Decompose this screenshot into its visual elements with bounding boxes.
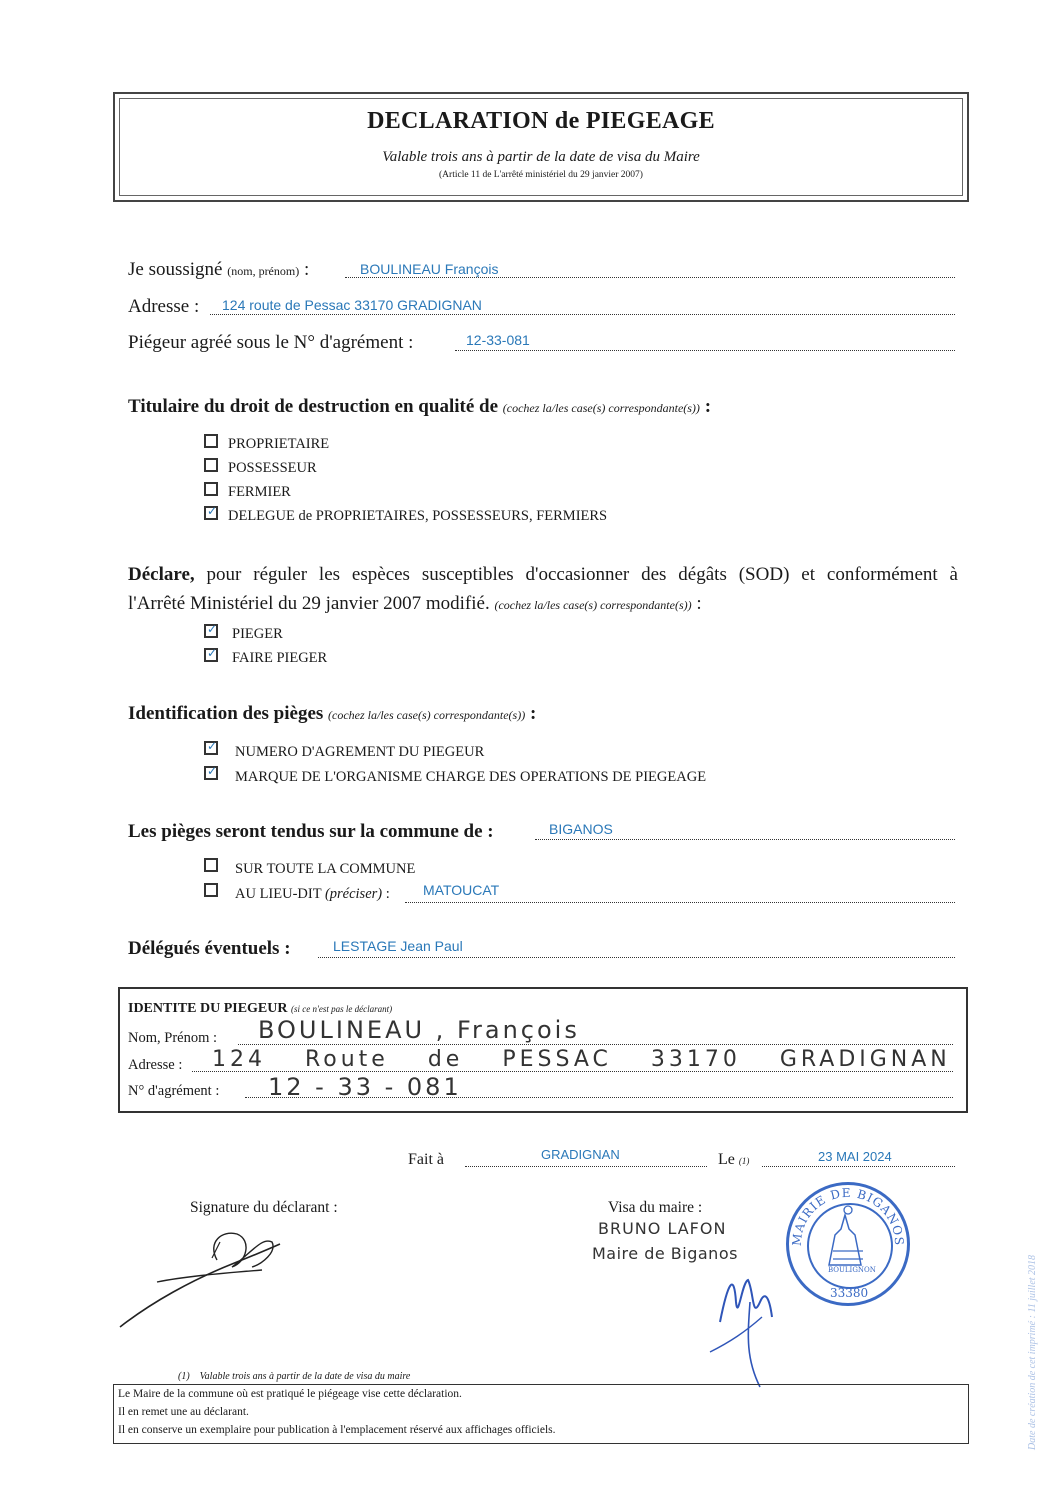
- stamp-code: 33380: [830, 1286, 869, 1300]
- stamp-top-text: MAIRIE DE BIGANOS: [789, 1185, 907, 1247]
- option-delegue: DELEGUE de PROPRIETAIRES, POSSESSEURS, FERMIERS: [228, 508, 608, 524]
- identite-address-field[interactable]: 124 Route de PESSAC 33170 GRADIGNAN: [212, 1047, 951, 1072]
- checkbox-pieger[interactable]: [204, 624, 218, 638]
- maire-name: BRUNO LAFON: [598, 1219, 727, 1238]
- declarant-signature: [112, 1222, 302, 1334]
- address-field[interactable]: 124 route de Pessac 33170 GRADIGNAN: [222, 297, 482, 313]
- option-pieger: PIEGER: [232, 626, 283, 642]
- commune-field[interactable]: BIGANOS: [549, 821, 613, 837]
- checkbox-delegue[interactable]: [204, 506, 218, 520]
- identite-name-field[interactable]: BOULINEAU , François: [258, 1016, 580, 1044]
- fait-label: Fait à: [408, 1151, 444, 1168]
- document-note: (Article 11 de L'arrêté ministériel du 29 janvier 2007): [439, 170, 643, 180]
- name-label-row: Je soussigné (nom, prénom) :: [128, 259, 310, 280]
- checkbox-proprietaire[interactable]: [204, 434, 218, 448]
- footnote: (1) Valable trois ans à partir de la date de visa du maire: [178, 1371, 411, 1382]
- option-toute-commune: SUR TOUTE LA COMMUNE: [235, 861, 416, 877]
- identite-agrement-label: N° d'agrément :: [128, 1083, 220, 1099]
- checkbox-fermier[interactable]: [204, 482, 218, 496]
- le-label: Le (1): [718, 1151, 750, 1168]
- agrement-field[interactable]: 12-33-081: [466, 332, 530, 348]
- name-line: [345, 277, 955, 278]
- option-marque-organisme: MARQUE DE L'ORGANISME CHARGE DES OPERATIONS DE PIEGEAGE: [235, 769, 707, 785]
- margin-note: Date de création de cet imprimé : 11 juillet 2018: [1027, 1254, 1038, 1450]
- checkbox-marque-organisme[interactable]: [204, 766, 218, 780]
- delegues-label: Délégués éventuels :: [128, 938, 291, 959]
- lieu-dit-line: [405, 902, 955, 903]
- option-lieu-dit: AU LIEU-DIT (préciser) :: [235, 886, 390, 902]
- delegues-line: [318, 957, 955, 958]
- lieu-dit-field[interactable]: MATOUCAT: [423, 882, 500, 898]
- mairie-stamp: [786, 1182, 910, 1306]
- signature-declarant-label: Signature du déclarant :: [190, 1199, 338, 1216]
- maire-title: Maire de Biganos: [592, 1244, 738, 1263]
- address-line: [210, 314, 955, 315]
- address-label: Adresse :: [128, 296, 200, 317]
- commune-heading: Les pièges seront tendus sur la commune de :: [128, 821, 494, 842]
- visa-maire-label: Visa du maire :: [608, 1199, 703, 1216]
- identite-heading: IDENTITE DU PIEGEUR (si ce n'est pas le déclarant): [128, 1001, 393, 1016]
- identite-name-label: Nom, Prénom :: [128, 1030, 218, 1046]
- delegues-field[interactable]: LESTAGE Jean Paul: [333, 938, 463, 954]
- identite-address-label: Adresse :: [128, 1057, 183, 1073]
- document-subtitle: Valable trois ans à partir de la date de visa du Maire: [382, 149, 700, 165]
- commune-line: [535, 839, 955, 840]
- agrement-line: [455, 350, 955, 351]
- identite-name-line: [238, 1044, 953, 1045]
- checkbox-lieu-dit[interactable]: [204, 883, 218, 897]
- option-faire-pieger: FAIRE PIEGER: [232, 650, 328, 666]
- declare-paragraph: Déclare, pour réguler les espèces susceptibles d'occasionner des dégâts (SOD) et conformément à l'Arrêté Ministériel du 29 janvier 2007 modifié. (cochez la/les case(s) correspondante(s)) :: [128, 564, 958, 614]
- date-line: [762, 1166, 955, 1167]
- identite-agrement-field[interactable]: 12 - 33 - 081: [268, 1073, 462, 1101]
- document-title: DECLARATION de PIEGEAGE: [367, 108, 715, 134]
- identification-heading: Identification des pièges (cochez la/les case(s) correspondante(s)) :: [128, 703, 537, 724]
- option-fermier: FERMIER: [228, 484, 291, 500]
- agrement-label: Piégeur agréé sous le N° d'agrément :: [128, 332, 414, 353]
- name-field[interactable]: BOULINEAU François: [360, 261, 499, 277]
- date-field[interactable]: 23 MAI 2024: [818, 1149, 892, 1164]
- checkbox-possesseur[interactable]: [204, 458, 218, 472]
- checkbox-toute-commune[interactable]: [204, 858, 218, 872]
- titulaire-heading: Titulaire du droit de destruction en qualité de (cochez la/les case(s) correspondante(s)) :: [128, 396, 712, 417]
- checkbox-faire-pieger[interactable]: [204, 648, 218, 662]
- svg-text:MAIRIE DE BIGANOS: [790, 1186, 907, 1247]
- fait-line: [465, 1166, 707, 1167]
- option-possesseur: POSSESSEUR: [228, 460, 317, 476]
- footer-line-3: Il en conserve un exemplaire pour publication à l'emplacement réservé aux affichages officiels.: [118, 1424, 556, 1436]
- checkbox-numero-agrement[interactable]: [204, 741, 218, 755]
- option-numero-agrement: NUMERO D'AGREMENT DU PIEGEUR: [235, 744, 485, 760]
- footer-line-1: Le Maire de la commune où est pratiqué le piégeage vise cette déclaration.: [118, 1388, 462, 1400]
- footer-line-2: Il en remet une au déclarant.: [118, 1406, 249, 1418]
- option-proprietaire: PROPRIETAIRE: [228, 436, 330, 452]
- stamp-band-text: BOULIGNON: [828, 1266, 876, 1274]
- fait-field[interactable]: GRADIGNAN: [541, 1147, 620, 1162]
